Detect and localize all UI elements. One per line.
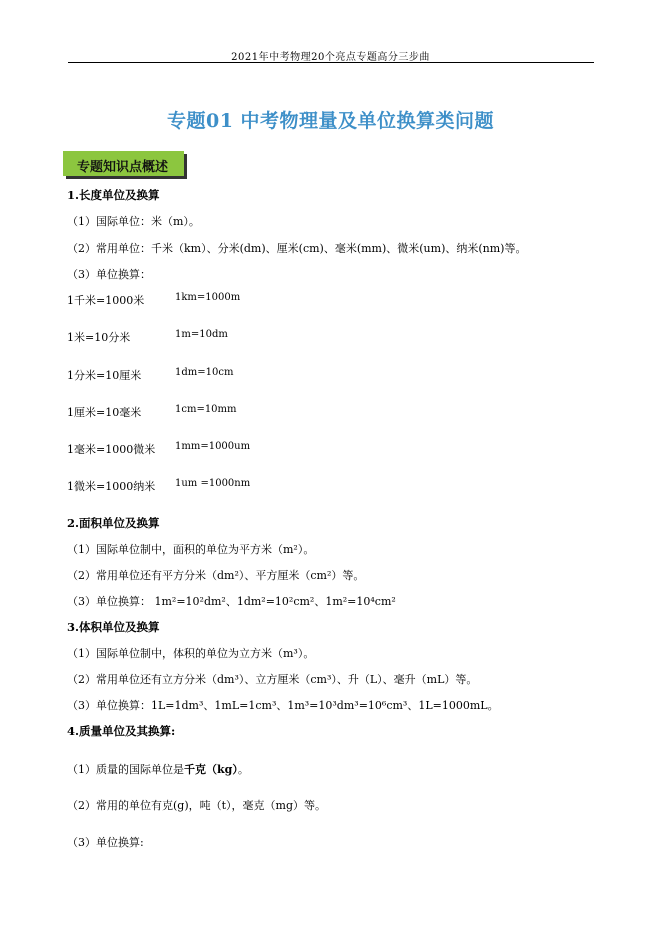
conversion-sym: 1km=1000m — [175, 292, 241, 303]
conversion-sym: 1cm=10mm — [175, 404, 237, 415]
conversion-cn: 1微米=1000纳米 — [67, 480, 156, 493]
volume-line-1: （1）国际单位制中，体积的单位为立方米（m³）。 — [67, 647, 315, 660]
area-line-3: （3）单位换算： 1m²=10²dm²、1dm²=10²cm²、1m²=10⁴cm² — [67, 595, 396, 608]
page-header: 2021年中考物理20个亮点专题高分三步曲 — [231, 52, 430, 63]
area-line-2: （2）常用单位还有平方分米（dm²）、平方厘米（cm²）等。 — [67, 569, 365, 582]
section-badge-label: 专题知识点概述 — [77, 160, 169, 175]
mass-line-2: （2）常用的单位有克(g)，吨（t），毫克（mg）等。 — [67, 799, 327, 812]
conversion-sym: 1um =1000nm — [175, 478, 251, 489]
conversion-row — [67, 478, 251, 494]
conversion-sym: 1m=10dm — [175, 329, 228, 340]
conversion-cn: 1厘米=10毫米 — [67, 406, 142, 419]
conversion-row — [67, 292, 241, 308]
conversion-sym: 1mm=1000um — [175, 441, 251, 452]
conversion-sym: 1dm=10cm — [175, 367, 234, 378]
section-badge — [63, 151, 184, 176]
conversion-row — [67, 367, 234, 383]
conversion-cn: 1分米=10厘米 — [67, 369, 142, 382]
length-line-2: （2）常用单位：千米（km）、分米(dm)、厘米(cm)、毫米(mm)、微米(um)、纳米(nm)等。 — [67, 242, 527, 255]
page-title: 专题01 中考物理量及单位换算类问题 — [166, 110, 495, 132]
volume-line-3: （3）单位换算：1L=1dm³、1mL=1cm³、1m³=10³dm³=10⁶cm³、1L=1000mL。 — [67, 699, 499, 712]
length-line-1: （1）国际单位：米（m）。 — [67, 215, 200, 228]
area-heading: 2.面积单位及换算 — [67, 516, 160, 530]
mass-line-1-post: 。 — [237, 763, 249, 776]
mass-line-1 — [67, 761, 249, 777]
volume-line-2: （2）常用单位还有立方分米（dm³）、立方厘米（cm³）、升（L）、毫升（mL）等。 — [67, 673, 478, 686]
conversion-cn: 1毫米=1000微米 — [67, 443, 156, 456]
conversion-row — [67, 404, 237, 420]
conversion-row — [67, 441, 251, 457]
conversion-cn: 1米=10分米 — [67, 331, 131, 344]
length-line-3: （3）单位换算： — [67, 268, 151, 281]
volume-heading: 3.体积单位及换算 — [67, 620, 160, 634]
area-line-1: （1）国际单位制中，面积的单位为平方米（m²）。 — [67, 543, 315, 556]
conversion-cn: 1千米=1000米 — [67, 294, 145, 307]
header-rule — [68, 62, 594, 63]
mass-line-1-pre: （1）质量的国际单位是 — [67, 763, 184, 776]
mass-si-unit: 千克（kg） — [184, 763, 238, 776]
mass-line-3: （3）单位换算: — [67, 836, 144, 849]
mass-heading: 4.质量单位及其换算: — [67, 724, 176, 738]
length-heading: 1.长度单位及换算 — [67, 188, 160, 202]
conversion-row — [67, 329, 228, 345]
